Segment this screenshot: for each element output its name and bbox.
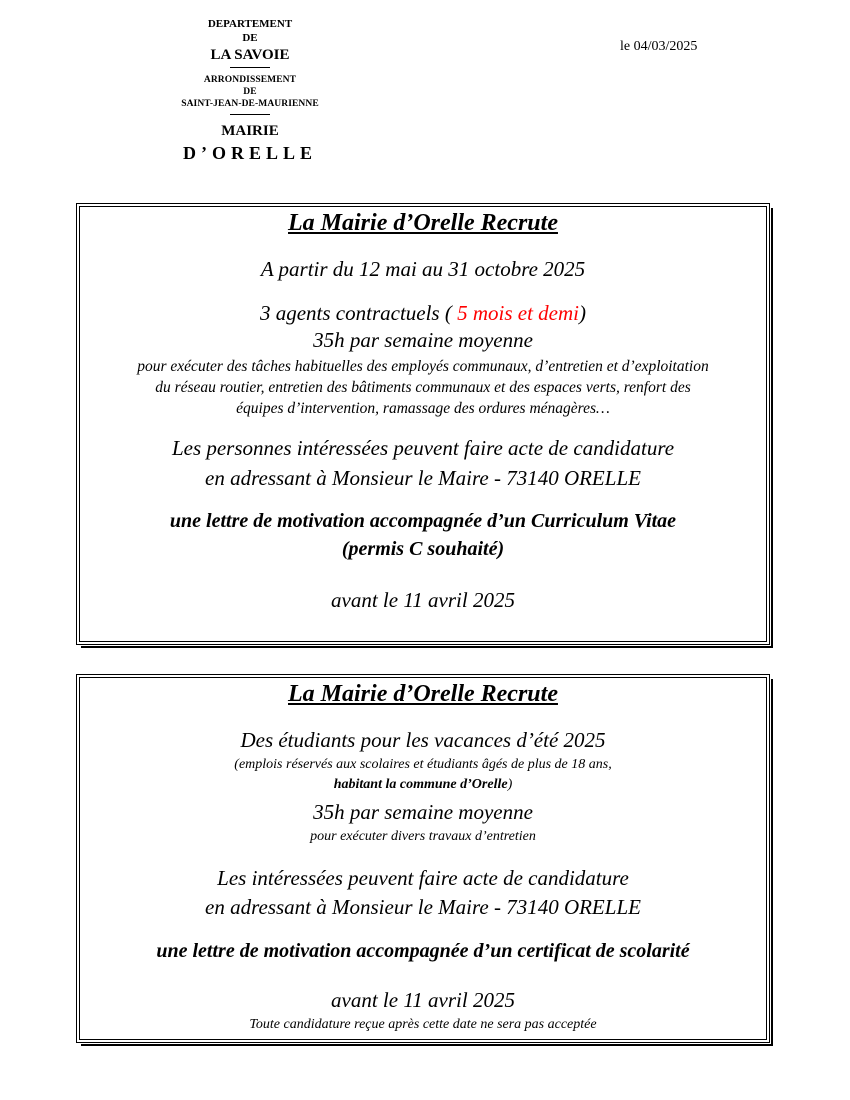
job-ad-students	[76, 674, 770, 1043]
residency-requirement: habitant la commune d’Orelle	[333, 777, 508, 792]
ad-hours: 35h par semaine moyenne	[313, 328, 533, 352]
arrondissement-label: ARRONDISSEMENT	[203, 75, 297, 86]
ad-deadline: avant le 11 avril 2025	[331, 588, 515, 612]
ad-description-line: équipes d’intervention, ramassage des ordures ménagères…	[236, 400, 610, 417]
note-end: )	[507, 777, 513, 792]
ad-apply-line: Les personnes intéressées peuvent faire acte de candidature	[171, 436, 675, 460]
de-label-2: DE	[243, 87, 257, 98]
ad-title: La Mairie d’Orelle Recrute	[288, 681, 558, 707]
ad-description: pour exécuter divers travaux d’entretien	[310, 829, 536, 844]
ad-apply-line: en adressant à Monsieur le Maire - 73140 ORELLE	[205, 466, 641, 490]
document-date: le 04/03/2025	[620, 39, 698, 54]
saint-jean-label: SAINT-JEAN-DE-MAURIENNE	[181, 99, 319, 109]
ad-note-line	[77, 777, 769, 793]
ad-agents	[77, 301, 769, 326]
ad-footnote: Toute candidature reçue après cette date ne sera pas acceptée	[249, 1017, 597, 1032]
agents-text-end: )	[579, 301, 587, 325]
job-ad-agents	[76, 203, 770, 645]
letterhead	[150, 18, 350, 164]
ad-letter-line: (permis C souhaité)	[341, 538, 505, 560]
orelle-label: D’ORELLE	[182, 142, 318, 163]
ad-students: Des étudiants pour les vacances d’été 2025	[240, 728, 606, 752]
ad-hours: 35h par semaine moyenne	[313, 800, 533, 824]
divider	[230, 67, 270, 68]
ad-description-line: pour exécuter des tâches habituelles des employés communaux, d’entretien et d’exploitation	[137, 358, 709, 375]
ad-apply-line: Les intéressées peuvent faire acte de candidature	[217, 866, 629, 890]
de-label: DE	[242, 31, 258, 44]
ad-note-line: (emplois réservés aux scolaires et étudiants âgés de plus de 18 ans,	[234, 757, 612, 772]
ad-title: La Mairie d’Orelle Recrute	[288, 210, 558, 236]
duration-highlight: 5 mois et demi	[457, 301, 580, 325]
mairie-label: MAIRIE	[221, 122, 279, 139]
departement-label: DEPARTEMENT	[207, 18, 293, 30]
ad-deadline: avant le 11 avril 2025	[331, 988, 515, 1012]
ad-description-line: du réseau routier, entretien des bâtiments communaux et des espaces verts, renfort des	[155, 379, 691, 396]
agents-text: 3 agents contractuels (	[259, 301, 458, 325]
ad-letter-line: une lettre de motivation accompagnée d’un certificat de scolarité	[156, 940, 690, 962]
ad-period: A partir du 12 mai au 31 octobre 2025	[260, 257, 586, 281]
ad-apply-line: en adressant à Monsieur le Maire - 73140 ORELLE	[205, 895, 641, 919]
ad-letter-line: une lettre de motivation accompagnée d’un Curriculum Vitae	[169, 510, 677, 532]
divider-2	[230, 114, 270, 115]
savoie-label: LA SAVOIE	[210, 46, 290, 63]
